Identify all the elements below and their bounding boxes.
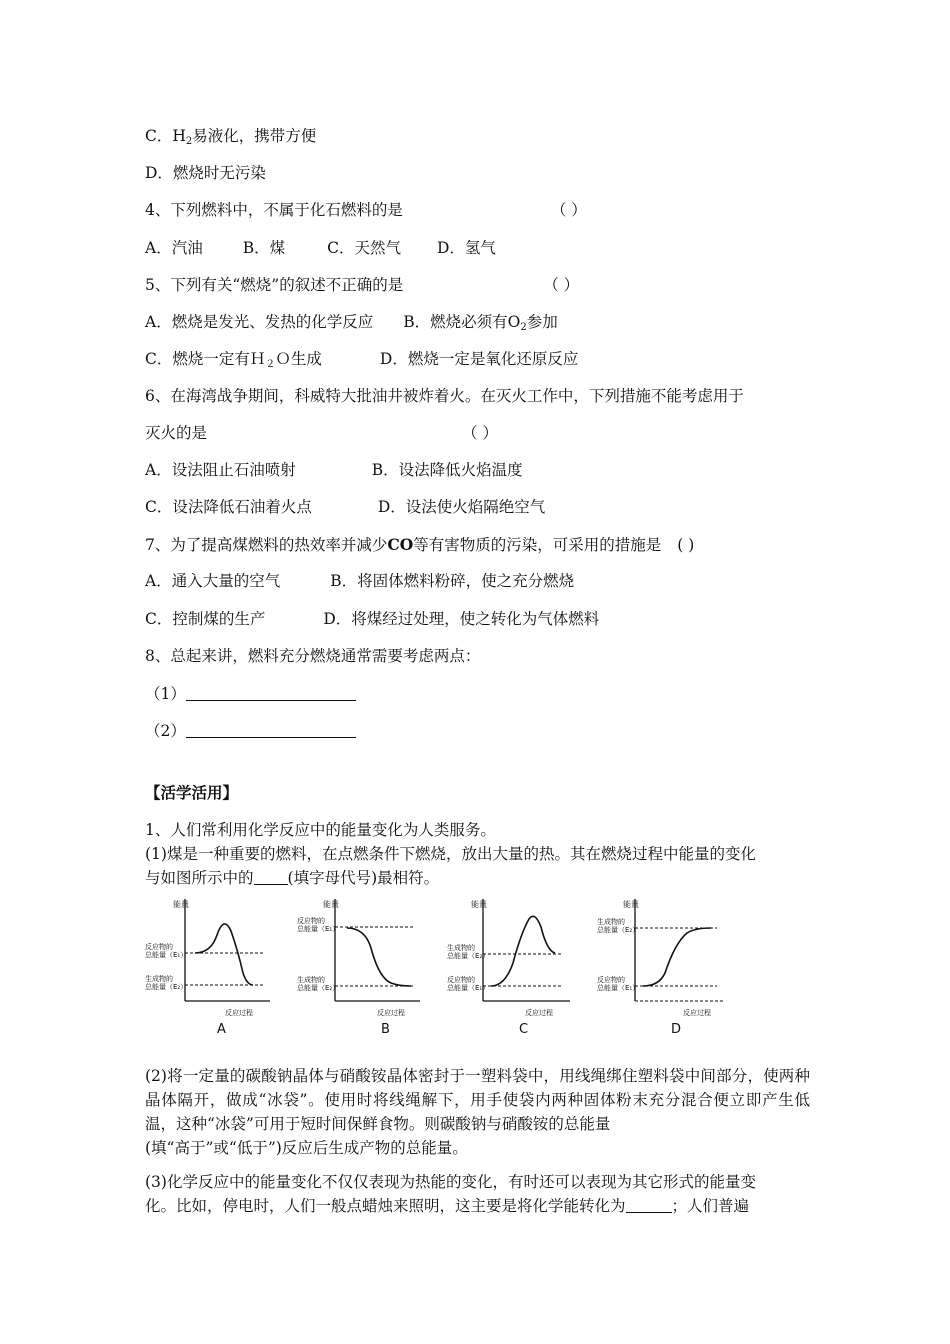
svg-text:能量: 能量 xyxy=(323,900,339,909)
diagram-a xyxy=(145,899,270,1037)
q6-stem-1: 6、在海湾战争期间，科威特大批油井被炸着火。在灭火工作中，下列措施不能考虑用于 xyxy=(145,387,744,405)
q8-answer-1[interactable]: （1） xyxy=(145,684,356,704)
svg-text:总能量（E₁）: 总能量（E₁） xyxy=(297,925,340,933)
q3-option-d: D．燃烧时无污染 xyxy=(145,164,266,182)
svg-text:总能量（E₂）: 总能量（E₂） xyxy=(447,952,490,960)
diagram-b-curve xyxy=(347,928,411,986)
svg-text:总能量（E₂）: 总能量（E₂） xyxy=(145,983,188,991)
section-title: 【活学活用】 xyxy=(145,783,239,802)
diagram-a-curve xyxy=(195,924,253,985)
svg-text:能量: 能量 xyxy=(623,900,639,909)
section-p1b: 与如图所示中的 (填字母代号)最相符。 xyxy=(145,869,440,887)
diagram-a-y-label: 能量 xyxy=(173,900,189,909)
q8-stem: 8、总起来讲，燃料充分燃烧通常需要考虑两点： xyxy=(145,647,481,665)
section-p2b: (填“高于”或“低于”)反应后生成产物的总能量。 xyxy=(145,1139,468,1157)
svg-text:能量: 能量 xyxy=(471,900,487,909)
svg-text:反应过程: 反应过程 xyxy=(683,1009,711,1017)
svg-text:总能量（E₂）: 总能量（E₂） xyxy=(297,984,340,992)
svg-text:生成物的: 生成物的 xyxy=(297,976,325,984)
section-p1a: (1)煤是一种重要的燃料，在点燃条件下燃烧，放出大量的热。其在燃烧过程中能量的变化 xyxy=(145,845,756,863)
diagram-c xyxy=(447,899,570,1037)
svg-text:生成物的: 生成物的 xyxy=(597,918,625,926)
svg-text:总能量（E₁）: 总能量（E₁） xyxy=(447,984,490,992)
answer-blank[interactable] xyxy=(254,868,288,885)
section-q1: 1、人们常利用化学反应中的能量变化为人类服务。 xyxy=(145,821,496,839)
diagram-b xyxy=(297,899,420,1037)
svg-text:生成物的: 生成物的 xyxy=(145,975,173,983)
svg-text:生成物的: 生成物的 xyxy=(447,944,475,952)
svg-text:反应物的: 反应物的 xyxy=(145,943,173,951)
energy-diagrams xyxy=(145,893,745,1038)
svg-text:反应过程: 反应过程 xyxy=(525,1009,553,1017)
section-p3b: 化。比如，停电时，人们一般点蜡烛来照明，这主要是将化学能转化为 ；人们普遍 xyxy=(145,1197,750,1215)
diagram-c-curve xyxy=(491,916,555,986)
q6-stem-2: 灭火的是 （ ） xyxy=(145,424,498,442)
diagram-d-letter: D xyxy=(671,1022,682,1037)
diagram-a-letter: A xyxy=(217,1022,226,1037)
q5-options-ab: A．燃烧是发光、发热的化学反应 B．燃烧必须有$O_2$参加 xyxy=(145,313,558,333)
section-p3a: (3)化学反应中的能量变化不仅仅表现为热能的变化，有时还可以表现为其它形式的能量变 xyxy=(145,1173,756,1191)
svg-text:反应过程: 反应过程 xyxy=(225,1009,253,1017)
q6-options-cd: C．设法降低石油着火点 D．设法使火焰隔绝空气 xyxy=(145,498,546,516)
diagram-b-letter: B xyxy=(381,1022,390,1037)
q5-options-cd: C．燃烧一定有Ｈ$_2$Ｏ生成 D．燃烧一定是氧化还原反应 xyxy=(145,350,579,370)
q6-options-ab: A．设法阻止石油喷射 B．设法降低火焰温度 xyxy=(145,461,523,479)
section-p2: (2)将一定量的碳酸钠晶体与硝酸铵晶体密封于一塑料袋中，用线绳绑住塑料袋中间部分，使两种晶体隔开，做成“冰袋”。使用时将线绳解下，用手使袋内两种固体粉末充分混合便立即产生低温，这种“冰袋”可用于短时间保鲜食物。则碳酸钠与硝酸铵的总能量 (填“高于”或“低于”)反应后生成产物的总能量。 xyxy=(145,1064,810,1160)
diagram-d xyxy=(597,899,725,1037)
q4-options: A．汽油 B．煤 C．天然气 D．氢气 xyxy=(145,239,496,257)
svg-text:总能量（E₂）: 总能量（E₂） xyxy=(597,926,640,934)
svg-text:总能量（E₁）: 总能量（E₁） xyxy=(145,951,188,959)
svg-text:反应物的: 反应物的 xyxy=(597,976,625,984)
diagram-c-letter: C xyxy=(519,1022,529,1037)
svg-text:反应过程: 反应过程 xyxy=(377,1009,405,1017)
q3-option-c: C．$H_2$易液化，携带方便 xyxy=(145,127,317,147)
q7-options-cd: C．控制煤的生产 D．将煤经过处理，使之转化为气体燃料 xyxy=(145,610,600,628)
q8-answer-2[interactable]: （2） xyxy=(145,721,356,741)
q7-options-ab: A．通入大量的空气 B．将固体燃料粉碎，使之充分燃烧 xyxy=(145,572,575,590)
svg-text:总能量（E₁）: 总能量（E₁） xyxy=(597,984,640,992)
q5-stem: 5、下列有关“燃烧”的叙述不正确的是 （ ） xyxy=(145,276,580,294)
svg-text:反应物的: 反应物的 xyxy=(297,917,325,925)
svg-text:反应物的: 反应物的 xyxy=(447,976,475,984)
answer-blank-3[interactable] xyxy=(626,1196,672,1213)
diagram-d-curve xyxy=(643,928,711,986)
q4-stem: 4、下列燃料中，不属于化石燃料的是 （ ） xyxy=(145,201,587,219)
q7-stem: 7、为了提高煤燃料的热效率并减少CO等有害物质的污染，可采用的措施是 ( ) xyxy=(145,535,695,554)
